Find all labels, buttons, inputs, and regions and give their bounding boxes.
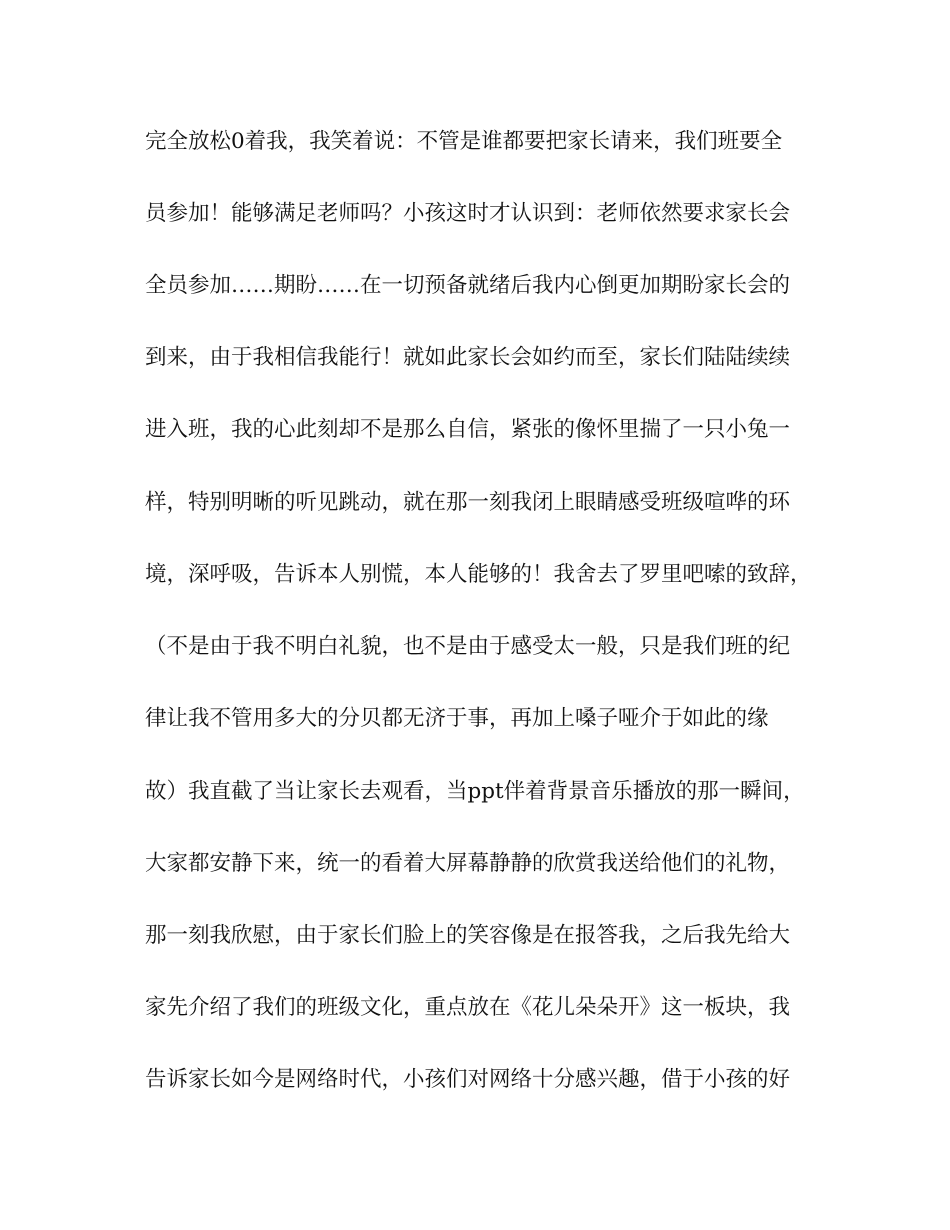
paragraph-line-10: 故）我直截了当让家长去观看，当ppt伴着背景音乐播放的那一瞬间， bbox=[145, 779, 805, 804]
paragraph-line-4: 到来，由于我相信我能行！就如此家长会如约而至，家长们陆陆续续 bbox=[145, 345, 791, 370]
paragraph-line-6: 样，特别明晰的听见跳动，就在那一刻我闭上眼睛感受班级喧哗的环 bbox=[145, 490, 791, 515]
paragraph-line-11: 大家都安静下来，统一的看着大屏幕静静的欣赏我送给他们的礼物， bbox=[145, 851, 791, 876]
paragraph-line-9: 律让我不管用多大的分贝都无济于事，再加上嗓子哑介于如此的缘 bbox=[145, 706, 769, 731]
paragraph-line-5: 进入班，我的心此刻却不是那么自信，紧张的像怀里揣了一只小兔一 bbox=[145, 417, 791, 442]
paragraph-line-1: 完全放松0着我，我笑着说：不管是谁都要把家长请来，我们班要全 bbox=[145, 129, 783, 154]
paragraph-line-12: 那一刻我欣慰，由于家长们脸上的笑容像是在报答我，之后我先给大 bbox=[145, 923, 791, 948]
paragraph-line-7: 境，深呼吸，告诉本人别慌，本人能够的！我舍去了罗里吧嗦的致辞， bbox=[145, 562, 812, 587]
paragraph-line-14: 告诉家长如今是网络时代，小孩们对网络十分感兴趣，借于小孩的好 bbox=[145, 1067, 791, 1092]
paragraph-line-2: 员参加！能够满足老师吗？小孩这时才认识到：老师依然要求家长会 bbox=[145, 201, 791, 226]
paragraph-line-3: 全员参加……期盼……在一切预备就绪后我内心倒更加期盼家长会的 bbox=[145, 273, 791, 298]
paragraph-line-8: （不是由于我不明白礼貌，也不是由于感受太一般，只是我们班的纪 bbox=[145, 634, 791, 659]
paragraph-line-13: 家先介绍了我们的班级文化，重点放在《花儿朵朵开》这一板块，我 bbox=[145, 995, 791, 1020]
